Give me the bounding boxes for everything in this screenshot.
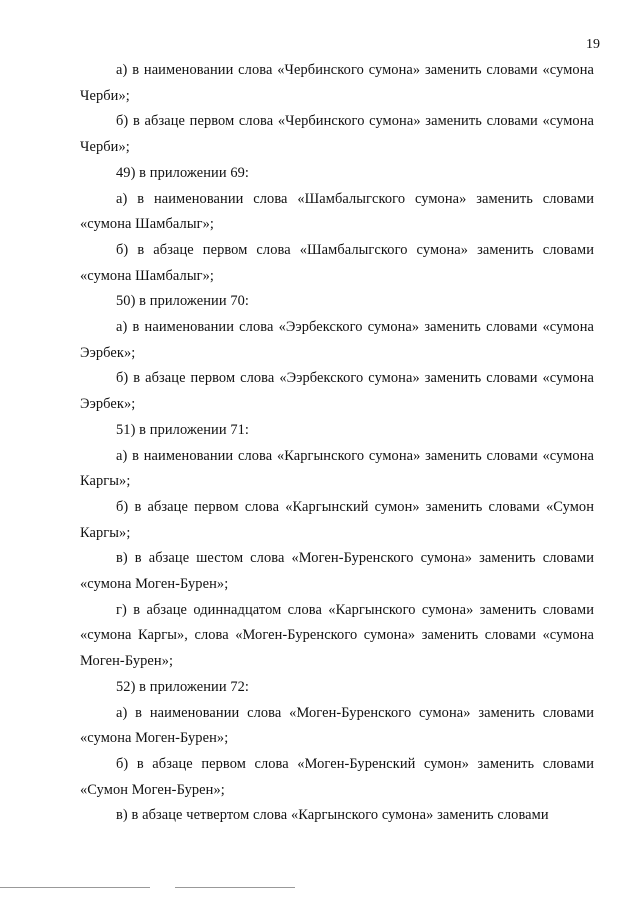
footer-rule-left: [0, 887, 150, 888]
paragraph: б) в абзаце первом слова «Чербинского сумона» заменить словами «сумона Черби»;: [80, 113, 594, 156]
paragraph: б) в абзаце первом слова «Ээрбекского сумона» заменить словами «сумона Ээрбек»;: [80, 370, 594, 413]
footer-rule-right: [175, 887, 295, 888]
paragraph: а) в наименовании слова «Каргынского сумона» заменить словами «сумона Каргы»;: [80, 447, 594, 490]
paragraph: в) в абзаце четвертом слова «Каргынского сумона» заменить словами: [116, 807, 549, 824]
page-number: 19: [586, 37, 600, 52]
paragraph: а) в наименовании слова «Чербинского сумона» заменить словами «сумона Черби»;: [80, 62, 594, 104]
paragraph: а) в наименовании слова «Моген-Буренского сумона» заменить словами «сумона Моген-Бурен»;: [80, 704, 594, 747]
paragraph: б) в абзаце первом слова «Каргынский сумон» заменить словами «Сумон Каргы»;: [80, 498, 594, 541]
document-body: [80, 58, 594, 829]
paragraph: а) в наименовании слова «Шамбалыгского сумона» заменить словами «сумона Шамбалыг»;: [80, 190, 594, 233]
paragraph: г) в абзаце одиннадцатом слова «Каргынского сумона» заменить словами «сумона Каргы», слова «Моген-Буренского сумона» заменить словами «сумона Моген-Бурен»;: [80, 601, 594, 670]
paragraph: а) в наименовании слова «Ээрбекского сумона» заменить словами «сумона Ээрбек»;: [80, 319, 594, 361]
paragraph: 49) в приложении 69:: [116, 164, 250, 181]
paragraph: 51) в приложении 71:: [116, 421, 250, 438]
paragraph: 50) в приложении 70:: [116, 293, 250, 310]
paragraph: 52) в приложении 72:: [116, 678, 250, 695]
paragraph: б) в абзаце первом слова «Моген-Буренский сумон» заменить словами «Сумон Моген-Бурен»;: [80, 755, 594, 798]
paragraph: в) в абзаце шестом слова «Моген-Буренского сумона» заменить словами «сумона Моген-Бурен»;: [80, 550, 594, 593]
paragraph: б) в абзаце первом слова «Шамбалыгского сумона» заменить словами «сумона Шамбалыг»;: [80, 241, 594, 284]
